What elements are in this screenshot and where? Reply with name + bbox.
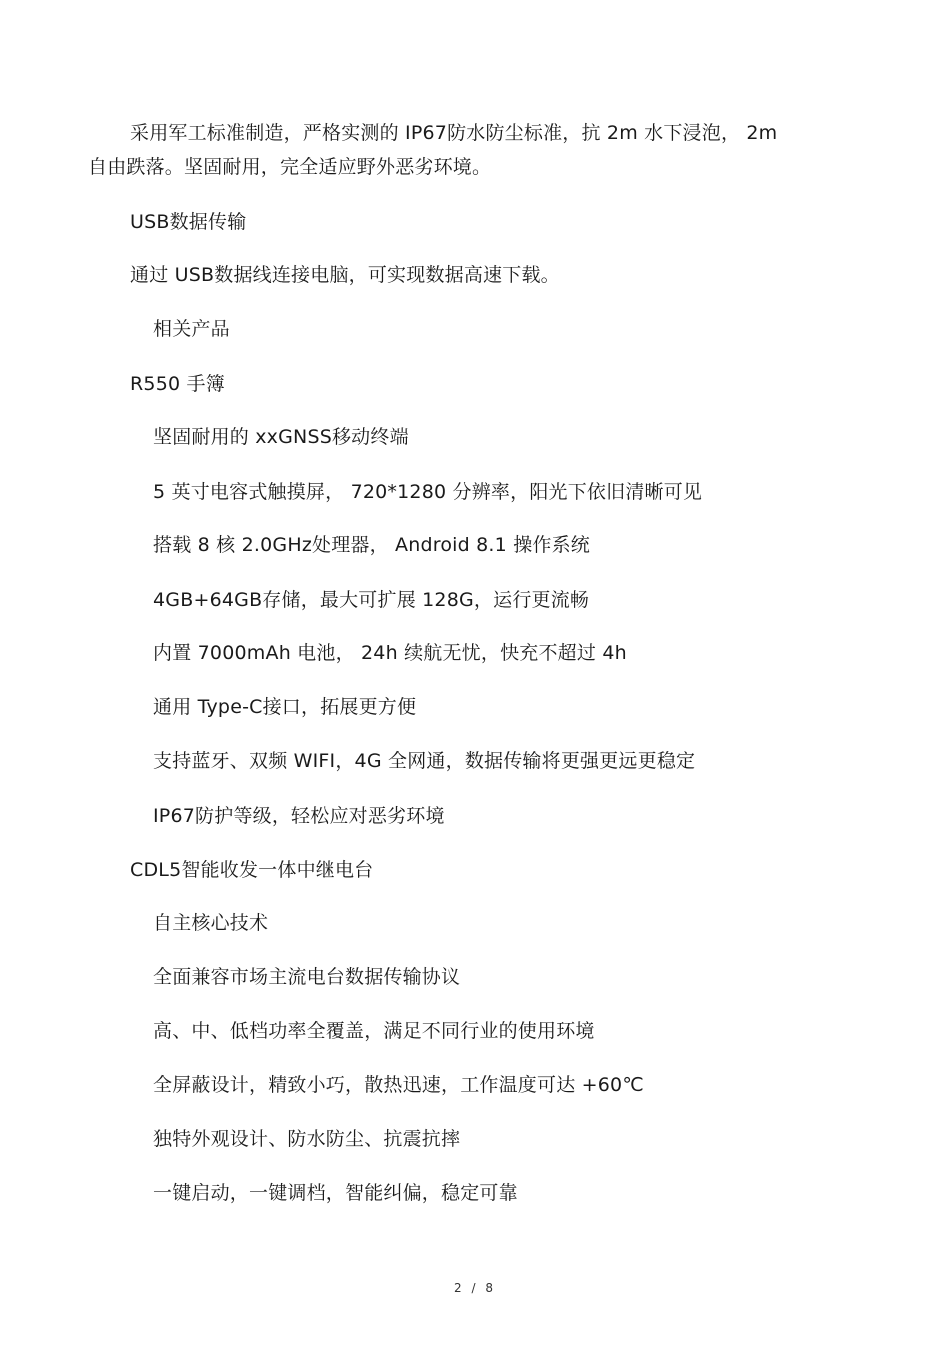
product-r550-feature: 5 英寸电容式触摸屏， 720*1280 分辨率，阳光下依旧清晰可见 — [153, 481, 703, 503]
product-r550-feature: 支持蓝牙、双频 WIFI，4G 全网通，数据传输将更强更远更稳定 — [153, 750, 696, 772]
product-cdl5-feature: 独特外观设计、防水防尘、抗震抗摔 — [153, 1128, 461, 1150]
product-r550-feature: 坚固耐用的 xxGNSS移动终端 — [153, 426, 409, 448]
product-r550-feature: 通用 Type-C接口，拓展更方便 — [153, 696, 417, 718]
product-r550-feature: IP67防护等级，轻松应对恶劣环境 — [153, 805, 445, 827]
product-cdl5-feature: 高、中、低档功率全覆盖，满足不同行业的使用环境 — [153, 1020, 595, 1042]
product-cdl5-feature: 全面兼容市场主流电台数据传输协议 — [153, 966, 461, 988]
intro-paragraph-line-1: 采用军工标准制造，严格实测的 IP67防水防尘标准，抗 2m 水下浸泡， 2m — [130, 122, 778, 144]
product-r550-title: R550 手簿 — [130, 373, 225, 395]
product-r550-feature: 4GB+64GB存储，最大可扩展 128G，运行更流畅 — [153, 589, 590, 611]
related-products-heading: 相关产品 — [153, 318, 230, 340]
product-r550-feature: 搭载 8 核 2.0GHz处理器， Android 8.1 操作系统 — [153, 534, 591, 556]
usb-description: 通过 USB数据线连接电脑，可实现数据高速下载。 — [130, 264, 560, 286]
product-r550-feature: 内置 7000mAh 电池， 24h 续航无忧，快充不超过 4h — [153, 642, 627, 664]
intro-paragraph-line-2: 自由跌落。坚固耐用，完全适应野外恶劣环境。 — [88, 156, 492, 178]
product-cdl5-feature: 全屏蔽设计，精致小巧，散热迅速，工作温度可达 +60℃ — [153, 1074, 644, 1096]
product-cdl5-title: CDL5智能收发一体中继电台 — [130, 859, 374, 881]
page-number: 2 / 8 — [454, 1281, 496, 1295]
usb-heading: USB数据传输 — [130, 211, 247, 233]
product-cdl5-feature: 自主核心技术 — [153, 912, 269, 934]
product-cdl5-feature: 一键启动，一键调档，智能纠偏，稳定可靠 — [153, 1182, 518, 1204]
